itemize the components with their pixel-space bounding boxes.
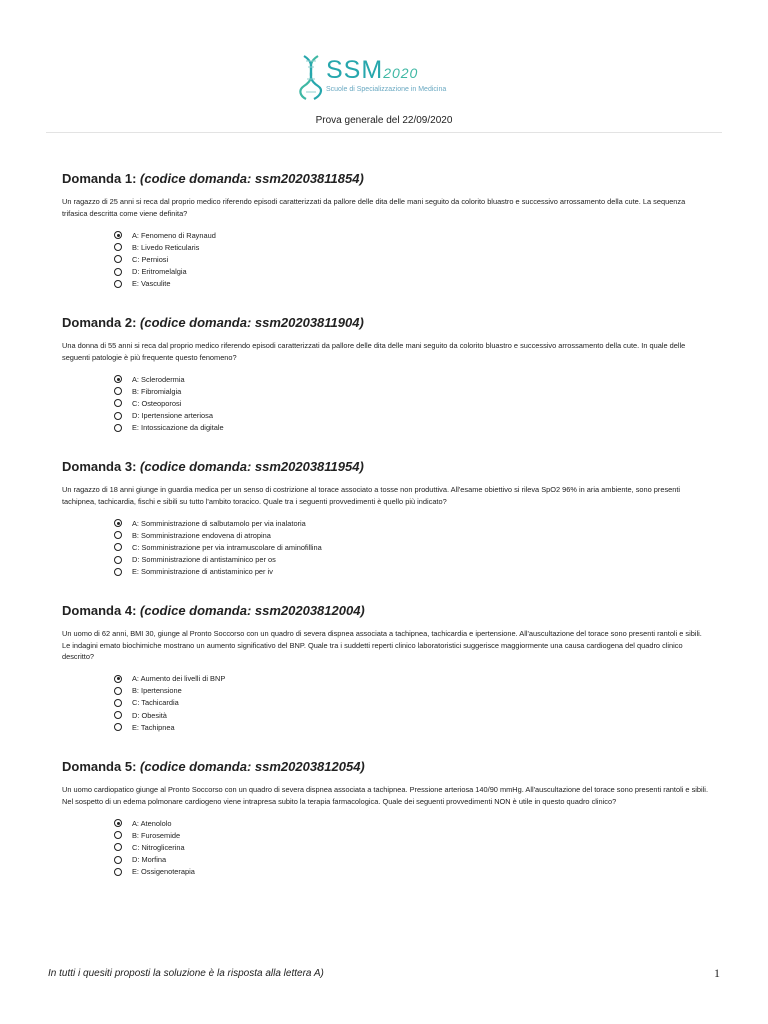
radio-icon[interactable] xyxy=(114,687,122,695)
question-title xyxy=(62,759,712,775)
answer-label: B: Ipertensione xyxy=(132,686,182,696)
answer-label: D: Somministrazione di antistaminico per os xyxy=(132,555,276,565)
radio-icon[interactable] xyxy=(114,556,122,564)
header-divider xyxy=(46,132,722,133)
answer-label: D: Morfina xyxy=(132,855,167,865)
answer-label: A: Atenololo xyxy=(132,818,172,828)
question-3 xyxy=(62,459,712,603)
page-number: 1 xyxy=(714,966,720,980)
page-title: Prova generale del 22/09/2020 xyxy=(315,115,453,126)
logo-year: 2020 xyxy=(383,65,419,81)
answer-options xyxy=(114,229,712,290)
question-5 xyxy=(62,759,712,915)
question-text: Un ragazzo di 25 anni si reca dal proprio medico riferendo episodi caratterizzati da pallore delle dita delle mani seguito da colorito bluastro e successivo arrossamento della cute. La sequenza trifasica descritta come viene definita? xyxy=(62,197,686,218)
radio-icon[interactable] xyxy=(114,711,122,719)
radio-icon[interactable] xyxy=(114,424,122,432)
answer-option[interactable] xyxy=(114,410,712,422)
answer-option[interactable] xyxy=(114,373,712,385)
answer-label: D: Ipertensione arteriosa xyxy=(132,411,213,421)
question-title xyxy=(62,603,712,619)
answer-label: C: Tachicardia xyxy=(132,698,179,708)
answer-option[interactable] xyxy=(114,854,712,866)
answer-option[interactable] xyxy=(114,697,712,709)
answer-label: E: Vasculite xyxy=(132,279,171,289)
radio-icon[interactable] xyxy=(114,387,122,395)
answer-option[interactable] xyxy=(114,554,712,566)
radio-checked-icon[interactable] xyxy=(114,519,122,527)
answer-option[interactable] xyxy=(114,841,712,853)
question-label: Domanda 1: xyxy=(62,171,137,186)
answer-label: A: Fenomeno di Raynaud xyxy=(132,230,216,240)
answer-label: C: Perniosi xyxy=(132,254,169,264)
answer-option[interactable] xyxy=(114,397,712,409)
answer-options xyxy=(114,817,712,878)
radio-checked-icon[interactable] xyxy=(114,675,122,683)
radio-checked-icon[interactable] xyxy=(114,819,122,827)
radio-icon[interactable] xyxy=(114,280,122,288)
answer-label: A: Somministrazione di salbutamolo per via inalatoria xyxy=(132,518,306,528)
radio-icon[interactable] xyxy=(114,243,122,251)
answer-label: B: Fibromialgia xyxy=(132,386,182,396)
logo-brand: SSM xyxy=(326,56,384,84)
answer-options xyxy=(114,517,712,578)
answer-label: C: Somministrazione per via intramuscolare di aminofillina xyxy=(132,542,322,552)
answer-label: C: Nitroglicerina xyxy=(132,842,185,852)
answer-label: B: Furosemide xyxy=(132,830,181,840)
dna-helix-icon xyxy=(296,52,326,102)
answer-option[interactable] xyxy=(114,241,712,253)
radio-icon[interactable] xyxy=(114,868,122,876)
question-title xyxy=(62,171,712,187)
ssm-logo xyxy=(296,52,486,102)
radio-icon[interactable] xyxy=(114,399,122,407)
footer-note: In tutti i quesiti proposti la soluzione è la risposta alla lettera A) xyxy=(48,968,324,979)
radio-checked-icon[interactable] xyxy=(114,231,122,239)
answer-options xyxy=(114,373,712,434)
answer-option[interactable] xyxy=(114,866,712,878)
answer-label: E: Ossigenoterapia xyxy=(132,867,195,877)
logo-wordmark xyxy=(326,56,418,85)
radio-icon[interactable] xyxy=(114,568,122,576)
answer-options xyxy=(114,673,712,734)
answer-option[interactable] xyxy=(114,278,712,290)
answer-option[interactable] xyxy=(114,566,712,578)
question-title xyxy=(62,459,712,475)
question-code: (codice domanda: ssm20203811854) xyxy=(140,171,364,186)
radio-icon[interactable] xyxy=(114,843,122,851)
answer-option[interactable] xyxy=(114,517,712,529)
answer-option[interactable] xyxy=(114,721,712,733)
question-text: Un ragazzo di 18 anni giunge in guardia medica per un senso di costrizione al torace associato a tosse non produttiva. All'esame obiettivo si rileva SpO2 96% in aria ambiente, sono presenti tachipnea, tachicardia, fischi e sibili su tutto l'ambito toracico. Quale tra i seguenti provvedimenti è quello più indicato? xyxy=(62,485,681,506)
answer-option[interactable] xyxy=(114,673,712,685)
question-code: (codice domanda: ssm20203812054) xyxy=(140,759,365,774)
radio-icon[interactable] xyxy=(114,531,122,539)
question-label: Domanda 3: xyxy=(62,459,137,474)
question-code: (codice domanda: ssm20203811954) xyxy=(140,459,364,474)
answer-option[interactable] xyxy=(114,817,712,829)
answer-option[interactable] xyxy=(114,829,712,841)
answer-label: E: Somministrazione di antistaminico per iv xyxy=(132,567,273,577)
answer-label: A: Sclerodermia xyxy=(132,374,185,384)
radio-icon[interactable] xyxy=(114,543,122,551)
logo-subtitle: Scuole di Specializzazione in Medicina xyxy=(326,86,447,93)
radio-icon[interactable] xyxy=(114,268,122,276)
answer-label: B: Somministrazione endovena di atropina xyxy=(132,530,271,540)
radio-icon[interactable] xyxy=(114,723,122,731)
question-code: (codice domanda: ssm20203811904) xyxy=(140,315,364,330)
answer-option[interactable] xyxy=(114,229,712,241)
question-text: Una donna di 55 anni si reca dal proprio medico riferendo episodi caratterizzati da pallore delle dita delle mani seguito da colorito bluastro e successivo arrossamento della cute. In quale delle seguenti patologie è più frequente questo fenomeno? xyxy=(62,341,686,362)
answer-label: C: Osteoporosi xyxy=(132,398,182,408)
question-text: Un uomo di 62 anni, BMI 30, giunge al Pronto Soccorso con un quadro di severa dispnea associata a tachipnea, tachicardia e ipertensione. All'auscultazione del torace sono presenti rantoli e sibili. Le indagini emato biochimiche mostrano un aumento significativo del BNP. Quale tra i suddetti reperti clinico laboratoristici suggerisce maggiormente una causa cardiogena del quadro clinico descritto? xyxy=(62,629,702,661)
answer-label: D: Obesità xyxy=(132,710,167,720)
radio-icon[interactable] xyxy=(114,831,122,839)
answer-label: A: Aumento dei livelli di BNP xyxy=(132,674,226,684)
radio-icon[interactable] xyxy=(114,856,122,864)
answer-option[interactable] xyxy=(114,709,712,721)
question-4 xyxy=(62,603,712,759)
question-2 xyxy=(62,315,712,459)
answer-label: B: Livedo Reticularis xyxy=(132,242,200,252)
answer-option[interactable] xyxy=(114,385,712,397)
radio-icon[interactable] xyxy=(114,255,122,263)
question-label: Domanda 4: xyxy=(62,603,137,618)
question-list xyxy=(62,171,712,915)
question-title xyxy=(62,315,712,331)
question-label: Domanda 5: xyxy=(62,759,137,774)
answer-label: E: Tachipnea xyxy=(132,722,175,732)
answer-option[interactable] xyxy=(114,685,712,697)
question-label: Domanda 2: xyxy=(62,315,137,330)
question-1 xyxy=(62,171,712,315)
answer-option[interactable] xyxy=(114,266,712,278)
answer-option[interactable] xyxy=(114,529,712,541)
question-code: (codice domanda: ssm20203812004) xyxy=(140,603,365,618)
radio-icon[interactable] xyxy=(114,412,122,420)
question-text: Un uomo cardiopatico giunge al Pronto Soccorso con un quadro di severa dispnea associata a tachipnea. Pressione arteriosa 140/90 mmHg. All'auscultazione del torace sono presenti rantoli e sibili. Nel sospetto di un edema polmonare cardiogeno viene intrapresa subito la terapia farmacologica. Quale dei seguenti provvedimenti NON è utile in questo quadro clinico? xyxy=(62,785,709,806)
answer-option[interactable] xyxy=(114,541,712,553)
radio-icon[interactable] xyxy=(114,699,122,707)
answer-label: E: Intossicazione da digitale xyxy=(132,423,224,433)
answer-label: D: Eritromelalgia xyxy=(132,267,187,277)
radio-checked-icon[interactable] xyxy=(114,375,122,383)
answer-option[interactable] xyxy=(114,253,712,265)
answer-option[interactable] xyxy=(114,422,712,434)
